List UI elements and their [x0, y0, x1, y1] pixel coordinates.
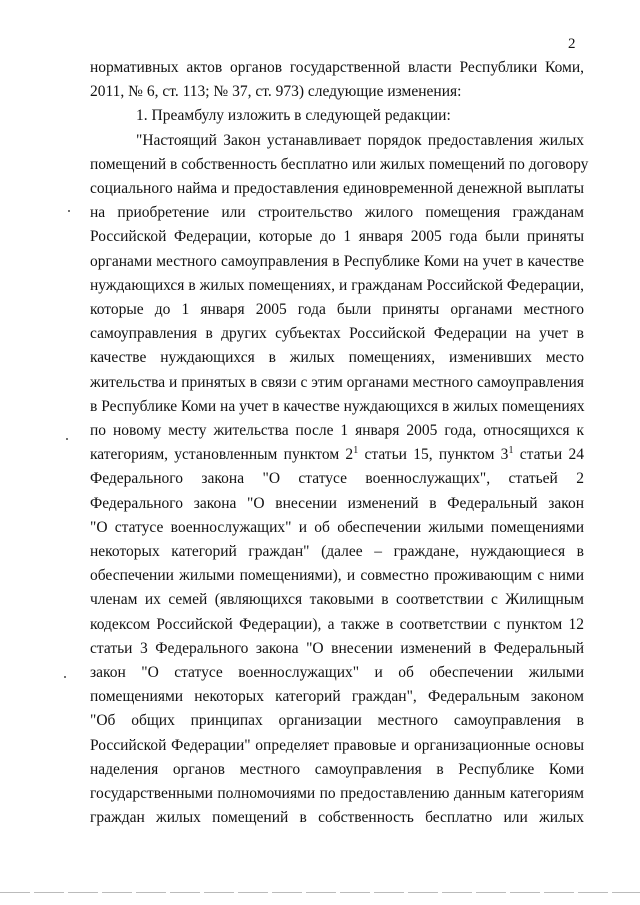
text-line: "Настоящий Закон устанавливает порядок предоставления жилых	[136, 131, 584, 149]
superscript: 1	[508, 445, 514, 457]
text-line: "Об общих принципах организации местного самоуправления в	[90, 712, 584, 730]
text-line: по новому месту жительства после 1 января 2005 года, относящихся к	[90, 422, 584, 439]
text-line: органами местного самоуправления в Республике Коми на учет в качестве	[90, 252, 584, 270]
text-line: Федерального закона "О внесении изменений в Федеральный закон	[90, 494, 584, 512]
scan-speck	[66, 438, 68, 440]
text-line: некоторых категорий граждан" (далее – граждане, нуждающиеся в	[90, 543, 584, 560]
text-line: государственными полномочиями по предоставлению данным категориям	[90, 785, 584, 802]
page-number: 2	[568, 36, 576, 52]
text-line: 1. Преамбулу изложить в следующей редакции:	[136, 107, 451, 125]
text-line: статьи 3 Федерального закона "О внесении изменений в Федеральный	[90, 639, 584, 657]
text-line: которые до 1 января 2005 года были приняты органами местного	[90, 301, 584, 318]
text-line: социального найма и предоставления единовременной денежной выплаты	[90, 180, 584, 197]
text-line: нормативных актов органов государственной власти Республики Коми,	[90, 59, 584, 76]
text-segment: категориям, установленным пунктом 2	[90, 446, 354, 464]
text-segment: статьи 24	[513, 446, 584, 464]
text-line: граждан жилых помещений в собственность бесплатно или жилых	[90, 809, 584, 827]
text-line: членам их семей (являющихся таковыми в соответствии с Жилищным	[90, 591, 584, 609]
text-line: на приобретение или строительство жилого помещения гражданам	[90, 204, 584, 222]
text-line: "О статусе военнослужащих" и об обеспечении жилыми помещениями	[90, 518, 584, 536]
superscript: 1	[353, 445, 359, 457]
text-line: помещениями некоторых категорий граждан", Федеральным законом	[90, 688, 584, 706]
text-line: наделения органов местного самоуправления в Республике Коми	[90, 760, 584, 778]
text-line: самоуправления в других субъектах Российской Федерации на учет в	[90, 325, 584, 343]
text-line: Федерального закона "О статусе военнослужащих", статьей 2	[90, 470, 584, 488]
text-line: Российской Федерации" определяет правовые и организационные основы	[90, 736, 584, 754]
text-line: кодексом Российской Федерации), а также в соответствии с пунктом 12	[90, 615, 584, 633]
text-line	[90, 445, 584, 465]
text-line: качестве нуждающихся в жилых помещениях, изменивших место	[90, 349, 584, 367]
text-line: обеспечении жилыми помещениями), и совместно проживающим с ними	[90, 567, 584, 585]
scan-bottom-edge	[0, 892, 640, 893]
text-line: жительства и принятых в связи с этим органами местного самоуправления	[90, 373, 584, 391]
text-line: помещений в собственность бесплатно или жилых помещений по договору	[90, 155, 589, 173]
text-line: в Республике Коми на учет в качестве нуждающихся в жилых помещениях	[90, 397, 585, 415]
text-line: нуждающихся в жилых помещениях, и гражданам Российской Федерации,	[90, 276, 584, 294]
text-line: закон "О статусе военнослужащих" и об обеспечении жилыми	[90, 664, 584, 681]
scan-speck	[68, 210, 70, 212]
scan-speck	[64, 676, 66, 678]
text-line: 2011, № 6, ст. 113; № 37, ст. 973) следующие изменения:	[90, 83, 462, 101]
text-line: Российской Федерации, которые до 1 января 2005 года были приняты	[90, 228, 584, 246]
text-segment: статьи 15, пунктом 3	[358, 446, 509, 464]
